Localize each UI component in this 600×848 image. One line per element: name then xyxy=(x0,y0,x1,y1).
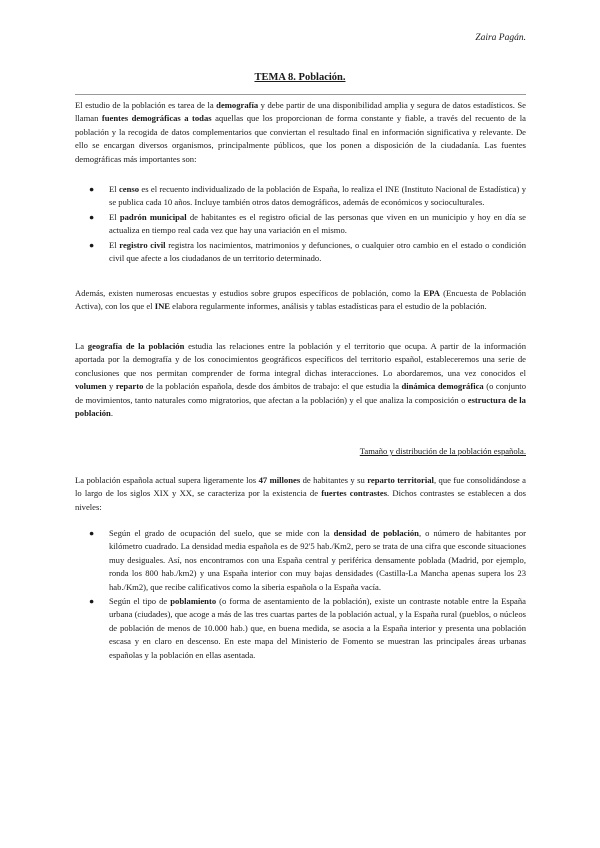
list-item: ● El censo es el recuento individualizado de la población de España, lo realiza el INE (Instituto Nacional de Estadística) y se publica cada 10 años. Incluye también otros datos demográficos, además de económicos y socioculturales. xyxy=(89,184,526,208)
bullet-icon: ● xyxy=(89,184,95,194)
geography-paragraph: La geografía de la población estudia las relaciones entre la población y el territorio que ocupa. A partir de la información aportada por la demografía y de los conocimientos geográficos específicos del territorio español, estableceremos una serie de conclusiones que nos permitan comprender de forma integral dichas interacciones. Lo abordaremos, una vez conocidos el volumen y reparto de la población española, desde dos ámbitos de trabajo: el que estudia la dinámica demográfica (o conjunto de movimientos, tanto naturales como migratorios, que afectan a la población) y el que analiza la composición o estructura de la población. xyxy=(75,341,526,419)
list-item: ● El registro civil registra los nacimientos, matrimonios y defunciones, o cualquier otro cambio en el estado o condición civil que afecte a los ciudadanos de un territorio determinado. xyxy=(89,239,526,264)
bullet-icon: ● xyxy=(89,239,95,250)
list-item: ● Según el grado de ocupación del suelo, que se mide con la densidad de población, o número de habitantes por kilómetro cuadrado. La densidad media española es de 92'5 hab./Km2, pero se trata de una cifra que esconde situaciones muy desiguales. Así, nos encontramos con una España central y periférica densamente poblada (Madrid, por ejemplo, ronda los 800 hab./km2) y una España interior con muy bajas densidades (Castilla-La Mancha apenas supera los 23 hab./Km2), que recibe calificativos como la siberia española o la España vacía. xyxy=(89,528,526,592)
page-title: TEMA 8. Población. xyxy=(254,72,346,83)
bullet-icon: ● xyxy=(89,211,95,222)
list-item: ● El padrón municipal de habitantes es el registro oficial de las personas que viven en un municipio y hoy en día se actualiza en tiempo real cada vez que hay una variación en el mismo. xyxy=(89,211,526,236)
section-subtitle: Tamaño y distribución de la población española. xyxy=(359,446,526,456)
intro-paragraph: El estudio de la población es tarea de la demografía y debe partir de una disponibilidad amplia y segura de datos estadísticos. Se llaman fuentes demográficas a todas aquellas que los proporcionan de forma constante y fiable, a través del recuento de la población y la recogida de datos complementarios que conviertan el resultado final en información significativa y relevante. De ello se encargan diversos organismos, principalmente públicos, que los ponen a disposición de la ciudadanía. Las fuentes demográficas más importantes son: xyxy=(75,100,526,164)
sources-list xyxy=(75,183,526,266)
title-divider xyxy=(75,94,526,95)
bullet-icon: ● xyxy=(89,596,95,607)
population-size-paragraph: La población española actual supera ligeramente los 47 millones de habitantes y su reparto territorial, que fue consolidándose a lo largo de los siglos XIX y XX, se caracteriza por la existencia de fuertes contrastes. Dichos contrastes se establecen a dos niveles: xyxy=(75,475,526,512)
bullet-icon: ● xyxy=(89,528,95,538)
author-name: Zaira Pagán. xyxy=(475,33,526,43)
contrast-levels-list xyxy=(75,527,526,663)
list-item: ● Según el tipo de poblamiento (o forma de asentamiento de la población), existe un contraste notable entre la España urbana (ciudades), que acoge a más de las tres cuartas partes de la población actual, y la España rural (pueblos, o núcleos de población de menos de 10.000 hab.) que, en buena medida, se asocia a la España interior y presenta una población escasa y en claro en descenso. En este mapa del Ministerio de Fomento se muestran las principales áreas urbanas españolas y la población en ellas asentada. xyxy=(89,596,526,660)
surveys-paragraph: Además, existen numerosas encuestas y estudios sobre grupos específicos de población, como la EPA (Encuesta de Población Activa), con los que el INE elabora regularmente informes, análisis y tablas estadísticas para el estudio de la población. xyxy=(75,288,526,312)
